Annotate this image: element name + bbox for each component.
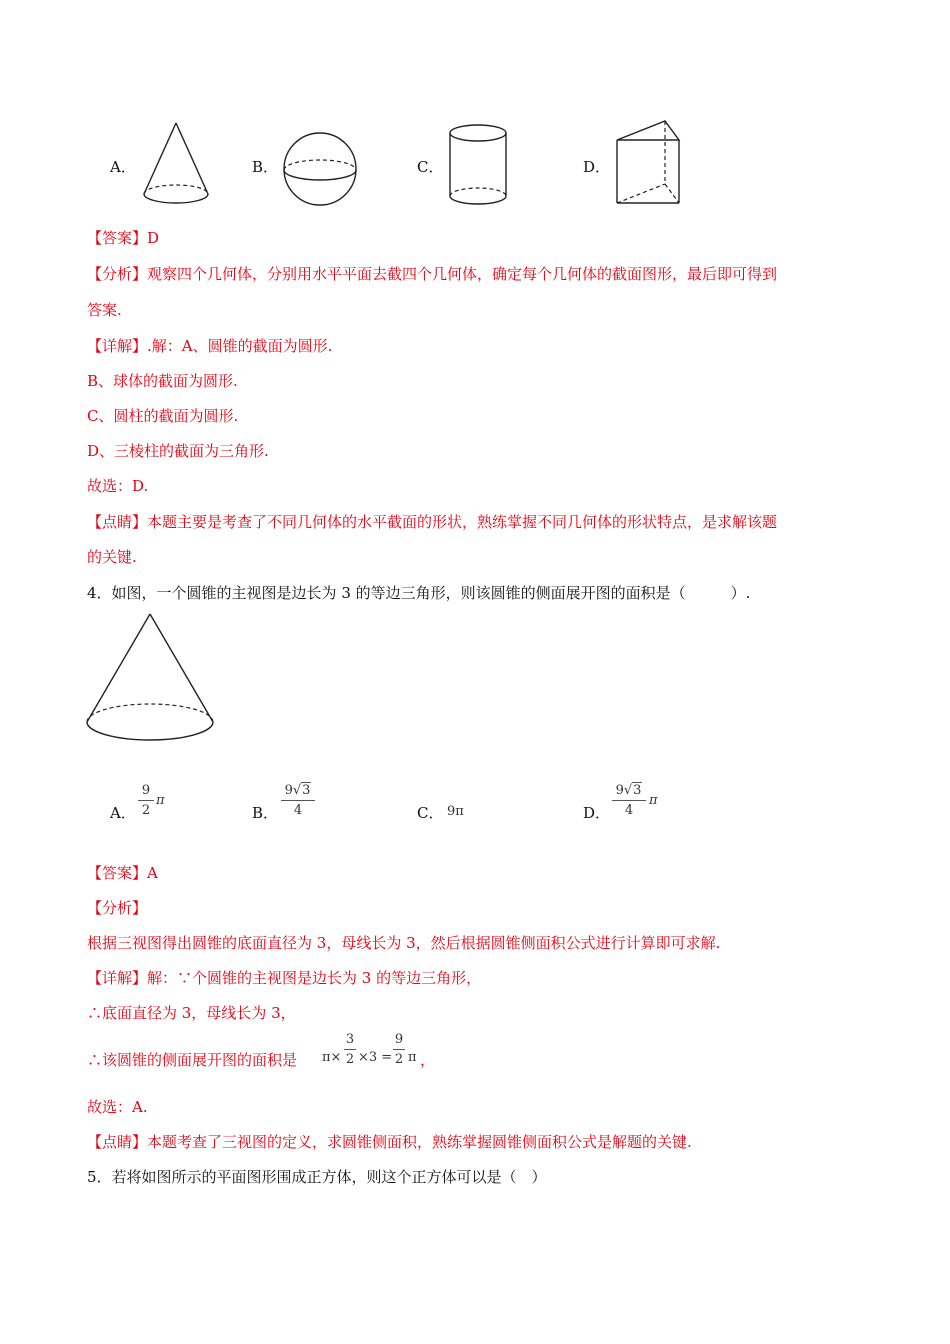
q4-eq-fraction-2-num: 9 [394, 1032, 404, 1047]
q3-answer: 【答案】D [87, 229, 160, 247]
q3-comment-line-2: 的关键. [87, 548, 137, 566]
q3-analysis-line-2: 答案. [87, 301, 122, 319]
q3-option-c-label: C． [417, 158, 444, 176]
fraction-bar [393, 1049, 405, 1050]
sphere-figure-b [282, 130, 358, 210]
q4-option-d-denominator: 4 [624, 803, 634, 818]
q4-comment: 【点睛】本题考查了三视图的定义，求圆锥侧面积，熟练掌握圆锥侧面积公式是解题的关键. [87, 1133, 692, 1151]
q4-option-a-pi: π [156, 793, 165, 808]
q4-answer: 【答案】A [87, 864, 158, 882]
q4-option-a-fraction [138, 782, 154, 819]
q4-option-b-denominator: 4 [293, 803, 303, 818]
q4-eq-fraction-2-den: 2 [394, 1052, 404, 1067]
q4-option-d-radicand: 3 [633, 783, 642, 798]
q3-detail-line-1: 【详解】.解：A、圆锥的截面为圆形. [87, 337, 333, 355]
q3-detail-line-4: D、三棱柱的截面为三角形. [87, 442, 269, 460]
q4-option-b-radicand: 3 [302, 783, 311, 798]
cylinder-figure-c [447, 122, 509, 210]
cone-figure-a [140, 120, 212, 210]
q3-option-a-label: A． [110, 158, 136, 176]
q3-option-d-label: D． [583, 158, 611, 176]
q4-option-b-coef: 9 [284, 783, 293, 798]
q4-option-b-numerator: 9√3 [284, 783, 311, 798]
q4-option-a-label: A． [110, 804, 136, 822]
q3-detail-line-2: B、球体的截面为圆形. [87, 372, 238, 390]
q4-option-b-label: B． [252, 804, 279, 822]
q4-detail-line-3-prefix: ∴该圆锥的侧面展开图的面积是 [87, 1051, 298, 1069]
q4-analysis-title: 【分析】 [87, 899, 148, 917]
q4-analysis-body: 根据三视图得出圆锥的底面直径为 3，母线长为 3，然后根据圆锥侧面积公式进行计算即可求解. [87, 934, 721, 952]
q4-eq-pi-times: π× [322, 1050, 342, 1065]
q4-option-d-label: D． [583, 804, 611, 822]
q4-detail-line-3-suffix: ， [420, 1051, 436, 1069]
q4-option-d-coef: 9 [615, 783, 624, 798]
q4-question: 4．如图，一个圆锥的主视图是边长为 3 的等边三角形，则该圆锥的侧面展开图的面积是（ ）. [87, 584, 751, 602]
q3-analysis-line-1: 【分析】观察四个几何体，分别用水平平面去截四个几何体，确定每个几何体的截面图形，最后即可得到 [87, 265, 778, 283]
q5-question: 5．若将如图所示的平面图形围成正方体，则这个正方体可以是（ ） [87, 1168, 547, 1186]
q4-eq-fraction-2 [393, 1031, 405, 1068]
q4-eq-fraction-1 [344, 1031, 356, 1068]
q4-option-a-numerator: 9 [141, 783, 151, 798]
q4-option-d-numerator: 9√3 [615, 783, 642, 798]
q4-option-b-fraction [281, 782, 315, 819]
fraction-bar [612, 800, 646, 801]
q4-eq-mid: ×3 = [358, 1050, 393, 1065]
cone-figure-q4 [85, 612, 217, 750]
fraction-bar [138, 800, 154, 801]
q3-detail-line-3: C、圆柱的截面为圆形. [87, 407, 239, 425]
q3-comment-line-1: 【点睛】本题主要是考查了不同几何体的水平截面的形状，熟练掌握不同几何体的形状特点，是求解该题 [87, 513, 778, 531]
q4-option-c-value: 9π [447, 804, 464, 819]
q4-option-d-pi: π [649, 793, 658, 808]
q3-choose: 故选：D. [87, 477, 149, 495]
q4-eq-end: π [408, 1050, 417, 1065]
q4-choose: 故选：A. [87, 1098, 148, 1116]
q4-option-d-fraction [612, 782, 646, 819]
q4-eq-fraction-1-num: 3 [345, 1032, 355, 1047]
q4-detail-line-2: ∴底面直径为 3，母线长为 3， [87, 1004, 296, 1022]
q4-eq-fraction-1-den: 2 [345, 1052, 355, 1067]
q4-option-a-denominator: 2 [141, 803, 151, 818]
fraction-bar [281, 800, 315, 801]
q4-option-c-label: C． [417, 804, 444, 822]
prism-figure-d [613, 118, 685, 208]
q4-detail-line-1: 【详解】解：∵个圆锥的主视图是边长为 3 的等边三角形， [87, 969, 482, 987]
fraction-bar [344, 1049, 356, 1050]
q3-option-b-label: B． [252, 158, 279, 176]
